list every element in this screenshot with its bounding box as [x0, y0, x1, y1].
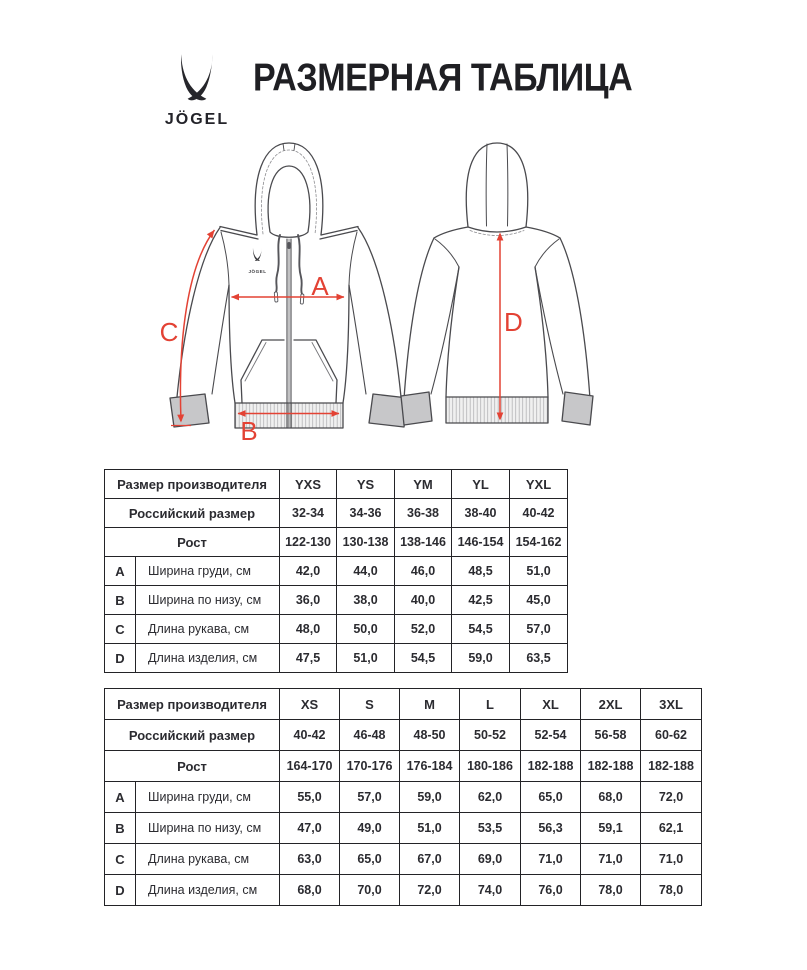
value-cell: 70,0 [340, 875, 400, 906]
value-cell: 57,0 [510, 615, 568, 644]
table-row [105, 751, 702, 782]
brand-wordmark: JÖGEL [164, 111, 230, 128]
measure-label-cell: Длина рукава, см [136, 844, 280, 875]
value-cell: 71,0 [581, 844, 641, 875]
value-cell: 40-42 [280, 720, 340, 751]
value-cell: 71,0 [521, 844, 581, 875]
table-row [105, 813, 702, 844]
measure-arrow-d [497, 233, 523, 421]
letter-cell: B [105, 813, 136, 844]
measure-label-cell: Ширина по низу, см [136, 813, 280, 844]
table-row [105, 586, 568, 615]
value-cell: 146-154 [452, 528, 510, 557]
value-cell: 154-162 [510, 528, 568, 557]
value-cell: 40,0 [395, 586, 452, 615]
letter-cell: A [105, 557, 136, 586]
value-cell: 65,0 [340, 844, 400, 875]
value-cell: 50,0 [337, 615, 395, 644]
brand-logo [156, 54, 238, 129]
zipper-pull [288, 242, 291, 249]
value-cell: 45,0 [510, 586, 568, 615]
table-row [105, 844, 702, 875]
value-cell: 47,5 [280, 644, 337, 673]
value-cell: 182-188 [641, 751, 702, 782]
value-cell: 36-38 [395, 499, 452, 528]
size-code-cell: XS [280, 689, 340, 720]
size-code-cell: 3XL [641, 689, 702, 720]
value-cell: 72,0 [641, 782, 702, 813]
size-code-cell: YXS [280, 470, 337, 499]
value-cell: 68,0 [280, 875, 340, 906]
value-cell: 74,0 [460, 875, 521, 906]
size-code-cell: M [400, 689, 460, 720]
size-code-cell: L [460, 689, 521, 720]
value-cell: 42,5 [452, 586, 510, 615]
value-cell: 164-170 [280, 751, 340, 782]
table-row [105, 782, 702, 813]
value-cell: 42,0 [280, 557, 337, 586]
value-cell: 38-40 [452, 499, 510, 528]
size-code-cell: YXL [510, 470, 568, 499]
measure-label-a: A [311, 271, 329, 301]
value-cell: 53,5 [460, 813, 521, 844]
value-cell: 68,0 [581, 782, 641, 813]
table-row [105, 644, 568, 673]
value-cell: 72,0 [400, 875, 460, 906]
measure-arrow-a [231, 271, 345, 301]
value-cell: 59,1 [581, 813, 641, 844]
maker-size-label: Размер производителя [105, 470, 280, 499]
value-cell: 55,0 [280, 782, 340, 813]
adult-size-table [104, 688, 701, 906]
value-cell: 59,0 [452, 644, 510, 673]
value-cell: 62,0 [460, 782, 521, 813]
size-code-cell: YM [395, 470, 452, 499]
value-cell: 130-138 [337, 528, 395, 557]
measure-label-cell: Ширина груди, см [136, 557, 280, 586]
value-cell: 170-176 [340, 751, 400, 782]
height-label: Рост [105, 751, 280, 782]
letter-cell: D [105, 644, 136, 673]
value-cell: 71,0 [641, 844, 702, 875]
table-row [105, 557, 568, 586]
value-cell: 59,0 [400, 782, 460, 813]
value-cell: 76,0 [521, 875, 581, 906]
garment-diagram [0, 135, 807, 465]
table-row [105, 470, 568, 499]
value-cell: 52-54 [521, 720, 581, 751]
value-cell: 56-58 [581, 720, 641, 751]
value-cell: 122-130 [280, 528, 337, 557]
jogel-v-icon [174, 54, 220, 106]
table-row [105, 689, 702, 720]
measure-label-cell: Ширина по низу, см [136, 586, 280, 615]
value-cell: 60-62 [641, 720, 702, 751]
value-cell: 180-186 [460, 751, 521, 782]
letter-cell: A [105, 782, 136, 813]
measure-label-b: B [240, 416, 258, 446]
back-hem-band [446, 397, 548, 423]
value-cell: 36,0 [280, 586, 337, 615]
size-code-cell: S [340, 689, 400, 720]
table-row [105, 875, 702, 906]
chest-logo [248, 248, 266, 274]
value-cell: 49,0 [340, 813, 400, 844]
youth-size-table [104, 469, 567, 673]
value-cell: 62,1 [641, 813, 702, 844]
value-cell: 69,0 [460, 844, 521, 875]
value-cell: 47,0 [280, 813, 340, 844]
value-cell: 38,0 [337, 586, 395, 615]
value-cell: 65,0 [521, 782, 581, 813]
value-cell: 67,0 [400, 844, 460, 875]
value-cell: 63,5 [510, 644, 568, 673]
letter-cell: C [105, 844, 136, 875]
value-cell: 48,5 [452, 557, 510, 586]
value-cell: 54,5 [452, 615, 510, 644]
front-view-drawing [170, 143, 408, 428]
value-cell: 32-34 [280, 499, 337, 528]
back-right-cuff [562, 392, 593, 425]
value-cell: 52,0 [395, 615, 452, 644]
letter-cell: B [105, 586, 136, 615]
value-cell: 176-184 [400, 751, 460, 782]
measure-label-d: D [504, 307, 523, 337]
chest-logo-text: JÖGEL [248, 269, 267, 274]
value-cell: 46-48 [340, 720, 400, 751]
value-cell: 51,0 [337, 644, 395, 673]
table-row [105, 528, 568, 557]
value-cell: 63,0 [280, 844, 340, 875]
value-cell: 46,0 [395, 557, 452, 586]
russian-size-label: Российский размер [105, 499, 280, 528]
page-title: РАЗМЕРНАЯ ТАБЛИЦА [253, 56, 633, 99]
height-label: Рост [105, 528, 280, 557]
value-cell: 48,0 [280, 615, 337, 644]
value-cell: 54,5 [395, 644, 452, 673]
measure-label-cell: Длина рукава, см [136, 615, 280, 644]
value-cell: 44,0 [337, 557, 395, 586]
value-cell: 51,0 [400, 813, 460, 844]
value-cell: 182-188 [581, 751, 641, 782]
size-code-cell: YL [452, 470, 510, 499]
measure-label-cell: Ширина груди, см [136, 782, 280, 813]
value-cell: 56,3 [521, 813, 581, 844]
measure-label-cell: Длина изделия, см [136, 644, 280, 673]
value-cell: 34-36 [337, 499, 395, 528]
value-cell: 51,0 [510, 557, 568, 586]
size-code-cell: YS [337, 470, 395, 499]
value-cell: 50-52 [460, 720, 521, 751]
value-cell: 182-188 [521, 751, 581, 782]
table-row [105, 615, 568, 644]
back-left-cuff [401, 392, 432, 425]
front-left-cuff [170, 394, 209, 427]
russian-size-label: Российский размер [105, 720, 280, 751]
value-cell: 48-50 [400, 720, 460, 751]
value-cell: 78,0 [641, 875, 702, 906]
value-cell: 138-146 [395, 528, 452, 557]
measure-label-cell: Длина изделия, см [136, 875, 280, 906]
table-row [105, 720, 702, 751]
value-cell: 40-42 [510, 499, 568, 528]
value-cell: 57,0 [340, 782, 400, 813]
maker-size-label: Размер производителя [105, 689, 280, 720]
value-cell: 78,0 [581, 875, 641, 906]
letter-cell: D [105, 875, 136, 906]
size-code-cell: XL [521, 689, 581, 720]
table-row [105, 499, 568, 528]
size-code-cell: 2XL [581, 689, 641, 720]
letter-cell: C [105, 615, 136, 644]
measure-label-c: C [159, 317, 179, 347]
back-view-drawing [401, 143, 593, 425]
